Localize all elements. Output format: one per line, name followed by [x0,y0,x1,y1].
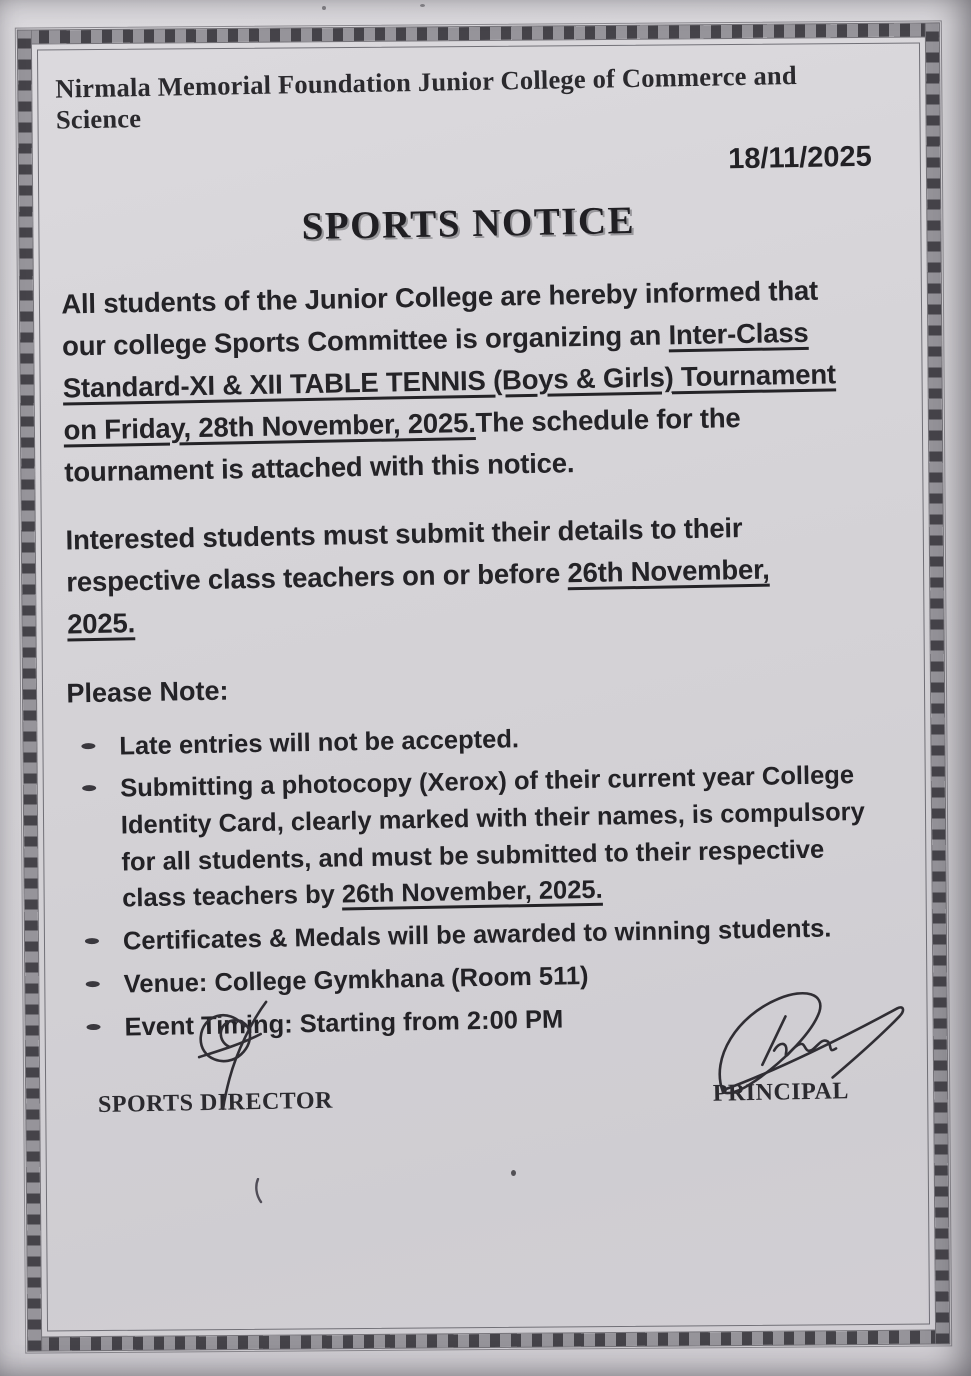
bullet-dot-icon [85,938,99,944]
list-item-text [123,958,588,1003]
underlined-text: 26th November, 2025. [341,876,603,909]
text-segment: The schedule for the tournament is attached with this notice. [64,402,741,488]
please-note-label: Please Note: [66,675,229,708]
ink-speck [511,1170,516,1176]
border-strip-right [926,23,949,1343]
text-segment: Interested students must submit their details to their respective class teachers on or before [65,512,743,598]
principal-label: PRINCIPAL [712,1078,850,1107]
sports-director-signature-block [98,1088,333,1119]
text-segment: All students of the Junior College are hereby informed that our college Sports Committee is organizing an [61,274,819,362]
stray-pen-mark [254,1178,264,1204]
bullet-dot-icon [82,785,96,791]
paragraph-announcement [61,269,884,494]
list-item-text [123,911,832,961]
sports-director-label: SPORTS DIRECTOR [97,1087,334,1119]
text-segment: Certificates & Medals will be awarded to winning students. [122,914,832,956]
text-segment: Event Timing: Starting from 2:00 PM [124,1004,564,1042]
text-segment: Submitting a photocopy (Xerox) of their current year College Identity Card, clearly marked with their names, is compulsory for all students, and must be submitted to their respective class teachers by [119,761,865,913]
text-segment: Late entries will not be accepted. [119,724,520,761]
list-item-text [119,721,519,765]
bullet-dot-icon [86,981,100,987]
bullet-dot-icon [86,1023,100,1029]
notice-content [55,31,900,1344]
underlined-text: 26th November, 2025. [66,553,770,640]
underlined-text: Inter-Class Standard-XI & XII TABLE TENNIS (Boys & Girls) Tournament on Friday, 28th November, 2025. [62,316,837,446]
principal-signature-block [713,1078,850,1107]
principal-signature-icon [695,984,907,1104]
sports-director-signature-icon [174,998,296,1112]
college-name-heading: Nirmala Memorial Foundation Junior College of Commerce and Science [55,60,798,135]
ink-speck [322,6,326,10]
list-item [68,757,892,919]
notice-date: 18/11/2025 [727,140,873,176]
notice-title: SPORTS NOTICE [301,199,636,249]
ink-speck [420,4,425,7]
paragraph-submission-deadline [65,505,886,646]
bullet-dot-icon [81,742,95,748]
signature-row [74,1078,895,1120]
list-item-text [120,757,867,917]
text-segment: Venue: College Gymkhana (Room 511) [123,961,589,999]
